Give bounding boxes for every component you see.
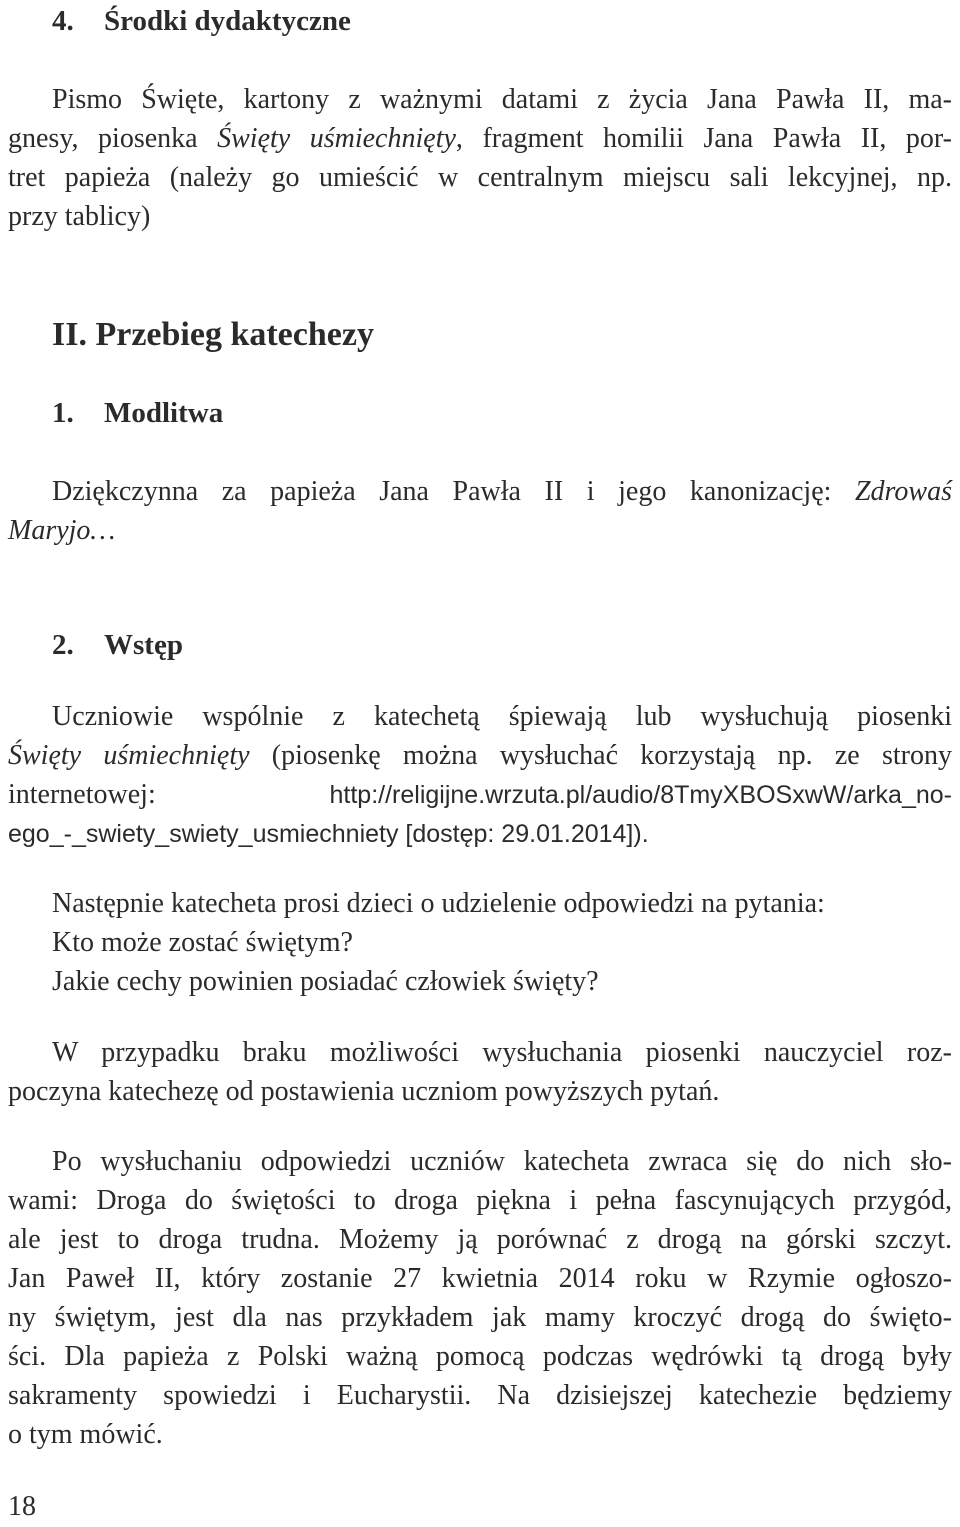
prayer-title: Zdrowaś (854, 476, 952, 507)
section-2-heading (52, 626, 183, 664)
page-number: 18 (8, 1491, 36, 1522)
paragraph-line (8, 736, 952, 775)
introduction-paragraph (8, 697, 952, 854)
section-number: 4. (52, 5, 74, 37)
fallback-paragraph (8, 1033, 952, 1111)
section-number: 1. (52, 397, 74, 429)
paragraph-line: o tym mówić. (8, 1419, 163, 1450)
question-1: Kto może zostać świętym? (52, 927, 353, 958)
paragraph-line: Jan Paweł II, który zostanie 27 kwietnia 2014 roku w Rzymie ogłoszo- (8, 1263, 952, 1294)
section-number: 2. (52, 629, 74, 661)
paragraph-line (8, 119, 952, 158)
text-run: gnesy, piosenka (8, 123, 218, 154)
paragraph-line: sakramenty spowiedzi i Eucharystii. Na dzisiejszej katechezie będziemy (8, 1380, 952, 1411)
paragraph-line: ny świętym, jest dla nas przykładem jak mamy kroczyć drogą do święto- (8, 1302, 952, 1333)
song-title: Święty uśmiechnięty (8, 740, 250, 771)
text-run: Dziękczynna za papieża Jana Pawła II i jego kanonizację: (52, 476, 855, 507)
paragraph-line: poczyna katechezę od postawienia uczniom powyższych pytań. (8, 1076, 720, 1107)
paragraph-line: wami: Droga do świętości to droga piękna i pełna fascynujących przygód, (8, 1185, 952, 1216)
text-run: (piosenkę można wysłuchać korzystają np. ze strony (249, 740, 952, 771)
questions-block (52, 884, 952, 1001)
paragraph-line: Pismo Święte, kartony z ważnymi datami z życia Jana Pawła II, ma- (52, 84, 952, 115)
paragraph-line: ści. Dla papieża z Polski ważną pomocą podczas wędrówki tą drogą były (8, 1341, 952, 1372)
song-title: Święty uśmiechnięty (217, 123, 456, 154)
section-title: Modlitwa (104, 397, 224, 429)
text-run: internetowej: (8, 779, 330, 810)
teaching-aids-paragraph (8, 80, 952, 236)
section-1-heading (52, 394, 223, 432)
song-url: http://religijne.wrzuta.pl/audio/8TmyXBOSxwW/arka_no- (329, 781, 952, 809)
paragraph-line: Następnie katecheta prosi dzieci o udzielenie odpowiedzi na pytania: (52, 888, 825, 919)
paragraph-line: ale jest to droga trudna. Możemy ją porównać z drogą na górski szczyt. (8, 1224, 952, 1255)
section-4-heading (52, 2, 351, 40)
song-url-continued: ego_-_swiety_swiety_usmiechniety [dostęp: 29.01.2014]). (8, 820, 649, 848)
prayer-paragraph (8, 472, 952, 550)
part-2-heading: II. Przebieg katechezy (52, 316, 374, 353)
paragraph-line: Uczniowie wspólnie z katechetą śpiewają lub wysłuchują piosenki (52, 701, 952, 732)
section-title: Wstęp (104, 629, 183, 661)
paragraph-line (8, 775, 952, 815)
text-run: , fragment homilii Jana Pawła II, por- (455, 123, 952, 154)
paragraph-line (8, 472, 952, 511)
paragraph-line: W przypadku braku możliwości wysłuchania piosenki nauczyciel roz- (52, 1037, 952, 1068)
prayer-title-continued: Maryjo… (8, 515, 116, 546)
section-title: Środki dydaktyczne (104, 5, 351, 37)
paragraph-line: przy tablicy) (8, 201, 151, 232)
paragraph-line: Po wysłuchaniu odpowiedzi uczniów katecheta zwraca się do nich sło- (52, 1146, 952, 1177)
closing-paragraph (8, 1142, 952, 1454)
paragraph-line: tret papieża (należy go umieścić w centralnym miejscu sali lekcyjnej, np. (8, 162, 952, 193)
question-2: Jakie cechy powinien posiadać człowiek święty? (52, 966, 599, 997)
